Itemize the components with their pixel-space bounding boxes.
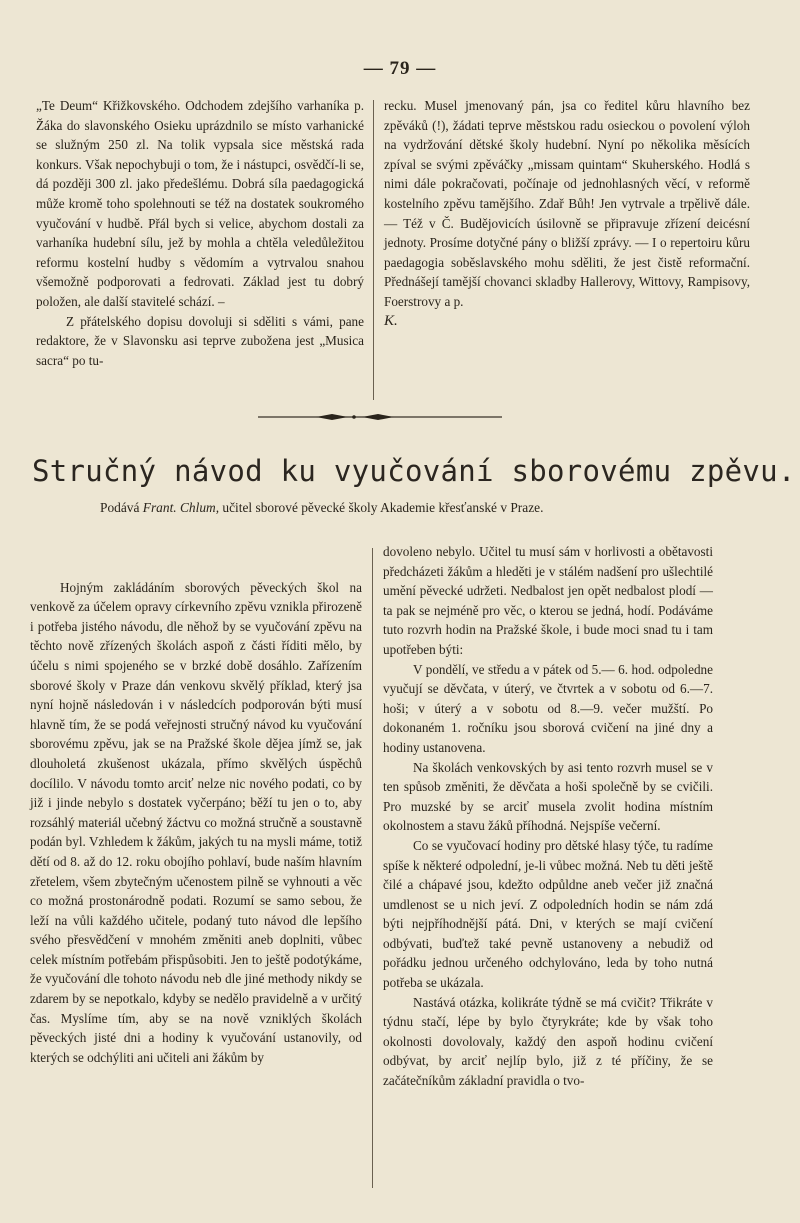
- byline-affiliation: učitel sborové pěvecké školy Akademie křesťanské v Praze.: [222, 500, 544, 515]
- ornamental-divider: [258, 412, 502, 422]
- bottom-right-column: [383, 542, 713, 1091]
- paragraph: dovoleno nebylo. Učitel tu musí sám v horlivosti a obětavosti předcházeti žákům a hleděti je v stálém nadšení pro ušlechtilé umění pěvecké udržeti. Nedbalost jen opět nedbalost plodí — ta pak se nejméně pro věc, o kterou se jedná, hodí. Podáváme tuto rozvrh hodin na Pražské škole, i bude moci snad tu i tam upotřeben býti:: [383, 544, 713, 657]
- paragraph: Co se vyučovací hodiny pro dětské hlasy týče, tu radíme spíše k některé odpolední, je-li vůbec možná. Neb tu děti ještě čilé a chápavé jsou, kdežto odpůldne aneb večer již značná umdlenost se u nich jeví. Z odpoledních hodin se nám zdá býti nejpříhodnější pátá. Dni, v kterých se mají cvičení odbývati, buďtež také pevně ustanoveny a nebudiž od pořádku jednou určeného odchylováno, leda by toho nutná potřeba se ukázala.: [383, 837, 713, 991]
- signature: K.: [384, 312, 398, 329]
- byline: [100, 500, 740, 516]
- column-divider: [372, 548, 373, 1188]
- byline-prefix: Podává: [100, 500, 140, 515]
- bottom-left-column: [30, 542, 362, 1067]
- paragraph: V pondělí, ve středu a v pátek od 5.— 6. hod. odpoledne vyučují se děvčata, v úterý, ve čtvrtek a v sobotu od 6.—7. hoši; v úterý a v sobotu od 8.—9. večer mužští. Po dokonaném 1. ročníku jsou sborová cvičení na jiné dny a hodiny ustanovena.: [383, 661, 713, 755]
- top-left-column: [36, 96, 364, 370]
- page-number: — 79 —: [363, 58, 437, 79]
- section-heading: [30, 542, 362, 562]
- paragraph: Nastává otázka, kolikráte týdně se má cvičit? Třikráte v týdnu stačí, lépe by bylo čtyrykráte; kde by však toho okolnosti dovolovaly, každý den aspoň hodinu cvičení odbývat, by arciť nejlíp bylo, již z té příčiny, že se začátečníkům základní pravidla o tvo-: [383, 994, 713, 1089]
- byline-author: Frant. Chlum,: [142, 500, 220, 515]
- top-right-column: [384, 96, 750, 331]
- paragraph: Na školách venkovských by asi tento rozvrh musel se v ten spůsob změniti, že děvčata a hoši společně by se cvičili. Pro muzské by se arciť musela zvolit hodina místním okolnostem a stavu žáků příhodná. Nejspíše večerní.: [383, 759, 713, 834]
- paragraph: Z přátelského dopisu dovoluji si sděliti s vámi, pane redaktore, že v Slavonsku asi teprve zubožena jest „Musica sacra“ po tu-: [36, 313, 364, 368]
- paragraph: recku. Musel jmenovaný pán, jsa co ředitel kůru hlavního bez zpěváků (!), žádati teprve městskou radu osieckou o povolení výloh na vydržování dětské školy hudební. Nyní po několika měsících zpíval se svými zpěváčky „missam quintam“ Skuherského. Hodlá s nimi dále pokračovati, počínaje od jednohlasných věcí, v reformě kostelního zpěvu tamějšího. Zdař Bůh! Jen vytrvale a trpělivě dále. — Též v Č. Budějovicích úsilovně se připravuje zřízení deicésní jednoty. Prosíme dotyčné pány o bližší zprávy. — I o repertoiru kůru paedagogia soběslavského mohu sděliti, že jest čistě reformační. Přednášejí tamější chovanci skladby Hallerovy, Wittovy, Rampisovy, Foerstrovy a p.: [384, 98, 750, 309]
- paragraph: Hojným zakládáním sborových pěveckých škol na venkově za účelem opravy církevního zpěvu vznikla přirozeně i potřeba jistého návodu, dle něhož by se vyučování zpěvu na těchto nově zřízených školách aspoň z části říditi mělo, by účelu s nimi spojeného se v brzké době dosáhlo. Zařízením sborové školy v Praze dán venkovu skvělý příklad, který jsa nyní hojně následován i v následcích podporován býti musí hlavně tím, že se podá veřejnosti stručný návod ku vyučování sborovému zpěvu, jak se na Pražské škole dějea jímž se, jak dlouholetá zkušenost ukázala, přímo skvělých úspěchů docílilo. V návodu tomto arciť nelze nic nového podati, co by již i jinde nebylo s dostatek vyčerpáno; běží tu jen o to, aby rozsáhlý materiál učebný žáctvu co možná stručně a soustavně podán byl. Vzhledem k žákům, jakých tu na mysli máme, totiž dětí od 8. až do 12. roku obojího pohlaví, bude naším hlavním zřetelem, všem zbytečným učenostem pilně se vyhnouti a věc co možná prostonárodně podati. Rozumí se samo sebou, že leží na vůli každého učitele, podaný tuto návod dle lepšího svého přesvědčení v mnohém změniti aneb doplniti, vůbec celek místním potřebám přispůsobiti. Jen to ještě podotýkáme, že vyučování dle tohoto návodu neb dle jiné methody nikdy se zdarem by se nepotkalo, kdyby se nedělo pravidelně a v určitý čas. Myslíme tím, aby se na nově vzniklých školách pěveckých jisté dni a hodiny k vyučování ustanovily, od kterých se odchýliti ani učiteli ani žákům by: [30, 579, 362, 1065]
- article-title: Stručný návod ku vyučování sborovému zpěvu.: [32, 454, 796, 488]
- column-divider: [373, 100, 374, 400]
- paragraph: „Te Deum“ Křižkovského. Odchodem zdejšího varhaníka p. Žáka do slavonského Osieku uprázdnilo se místo varhanické se služným 250 zl. Na tolik vypsala sice městská rada konkurs. Však nepochybuji o tom, že i nástupci, osvědčí-li se, dá později 300 zl. jako předešlému. Dobrá síla paedagogická může kromě toho spolehnouti se též na dostatek soukromého vyučování v hudbě. Přál bych si velice, abychom dostali za varhaníka hudební sílu, jež by mohla a chtěla veledůležitou reformu kostelní hudby s vědomím a vytrvalou snahou všemožně podporovati a fedrovati. Základ jest tu dobrý položen, ale další stavitelé schází. –: [36, 98, 364, 309]
